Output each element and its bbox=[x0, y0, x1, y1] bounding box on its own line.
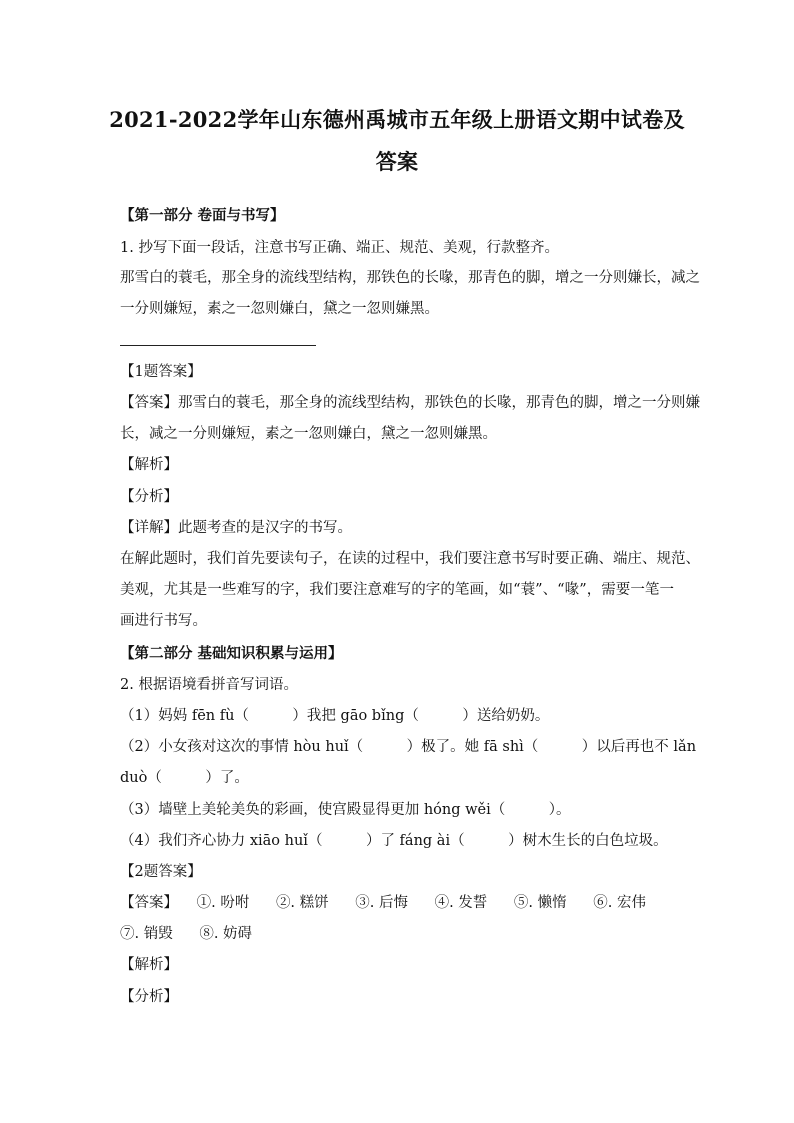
q1-prompt: 1. 抄写下面一段话，注意书写正确、端正、规范、美观，行款整齐。 bbox=[120, 240, 559, 256]
document-title-line-1: 2021-2022学年山东德州禹城市五年级上册语文期中试卷及 bbox=[109, 107, 685, 132]
q1-text-line-2: 一分则嫌短，素之一忽则嫌白，黛之一忽则嫌黑。 bbox=[120, 301, 439, 317]
q2-answer-row-2 bbox=[120, 924, 680, 944]
q1-jiexi-label: 【解析】 bbox=[120, 457, 178, 473]
q2-answer-row-1 bbox=[120, 893, 680, 913]
q1-answer-line-2: 长，减之一分则嫌短，素之一忽则嫌白，黛之一忽则嫌黑。 bbox=[120, 426, 497, 442]
q2-answer-2: ②. 糕饼 bbox=[275, 895, 329, 911]
answer-line bbox=[120, 345, 316, 346]
q1-text-line-1: 那雪白的蓑毛，那全身的流线型结构，那铁色的长喙，那青色的脚，增之一分则嫌长，减之 bbox=[120, 270, 700, 286]
q2-item-2-line-1: （2）小女孩对这次的事情 hòu huǐ（ ）极了。她 fā shì（ ）以后再也不 lǎn bbox=[120, 739, 697, 755]
q2-item-1: （1）妈妈 fēn fù（ ）我把 gāo bǐng（ ）送给奶奶。 bbox=[120, 708, 550, 724]
q2-fenxi-label: 【分析】 bbox=[120, 989, 178, 1005]
q2-answer-label: 【答案】 bbox=[120, 895, 178, 911]
q2-answer-1: ①. 吩咐 bbox=[196, 895, 250, 911]
q1-fenxi-label: 【分析】 bbox=[120, 489, 178, 505]
q2-answer-7: ⑦. 销毁 bbox=[120, 926, 173, 942]
q2-answer-heading: 【2题答案】 bbox=[120, 864, 202, 880]
q2-answer-4: ④. 发誓 bbox=[434, 895, 488, 911]
q2-item-2-line-2: duò（ ）了。 bbox=[120, 770, 249, 786]
part1-heading: 【第一部分 卷面与书写】 bbox=[120, 207, 285, 224]
q2-jiexi-label: 【解析】 bbox=[120, 957, 178, 973]
q2-prompt: 2. 根据语境看拼音写词语。 bbox=[120, 677, 298, 693]
q1-answer-line-1: 【答案】那雪白的蓑毛，那全身的流线型结构，那铁色的长喙，那青色的脚，增之一分则嫌 bbox=[120, 395, 700, 411]
q1-detail-line-2: 在解此题时，我们首先要读句子，在读的过程中，我们要注意书写时要正确、端庄、规范、 bbox=[120, 551, 700, 567]
q2-answer-6: ⑥. 宏伟 bbox=[593, 895, 646, 911]
q2-answer-3: ③. 后悔 bbox=[355, 895, 408, 911]
part2-heading: 【第二部分 基础知识积累与运用】 bbox=[120, 645, 343, 662]
q1-detail: 【详解】此题考查的是汉字的书写。 bbox=[120, 520, 352, 536]
q2-item-4: （4）我们齐心协力 xiāo huǐ（ ）了 fáng ài（ ）树木生长的白色垃圾。 bbox=[120, 833, 668, 849]
q1-detail-line-3: 美观，尤其是一些难写的字，我们要注意难写的字的笔画，如“蓑”、“喙”，需要一笔一 bbox=[120, 582, 674, 598]
q1-detail-line-4: 画进行书写。 bbox=[120, 613, 207, 629]
q2-item-3: （3）墙壁上美轮美奂的彩画，使宫殿显得更加 hóng wěi（ ）。 bbox=[120, 802, 571, 818]
q1-answer-heading: 【1题答案】 bbox=[120, 364, 202, 380]
document-title-line-2: 答案 bbox=[375, 149, 419, 174]
q2-answer-5: ⑤. 懒惰 bbox=[513, 895, 567, 911]
q2-answer-8: ⑧. 妨碍 bbox=[199, 926, 253, 942]
